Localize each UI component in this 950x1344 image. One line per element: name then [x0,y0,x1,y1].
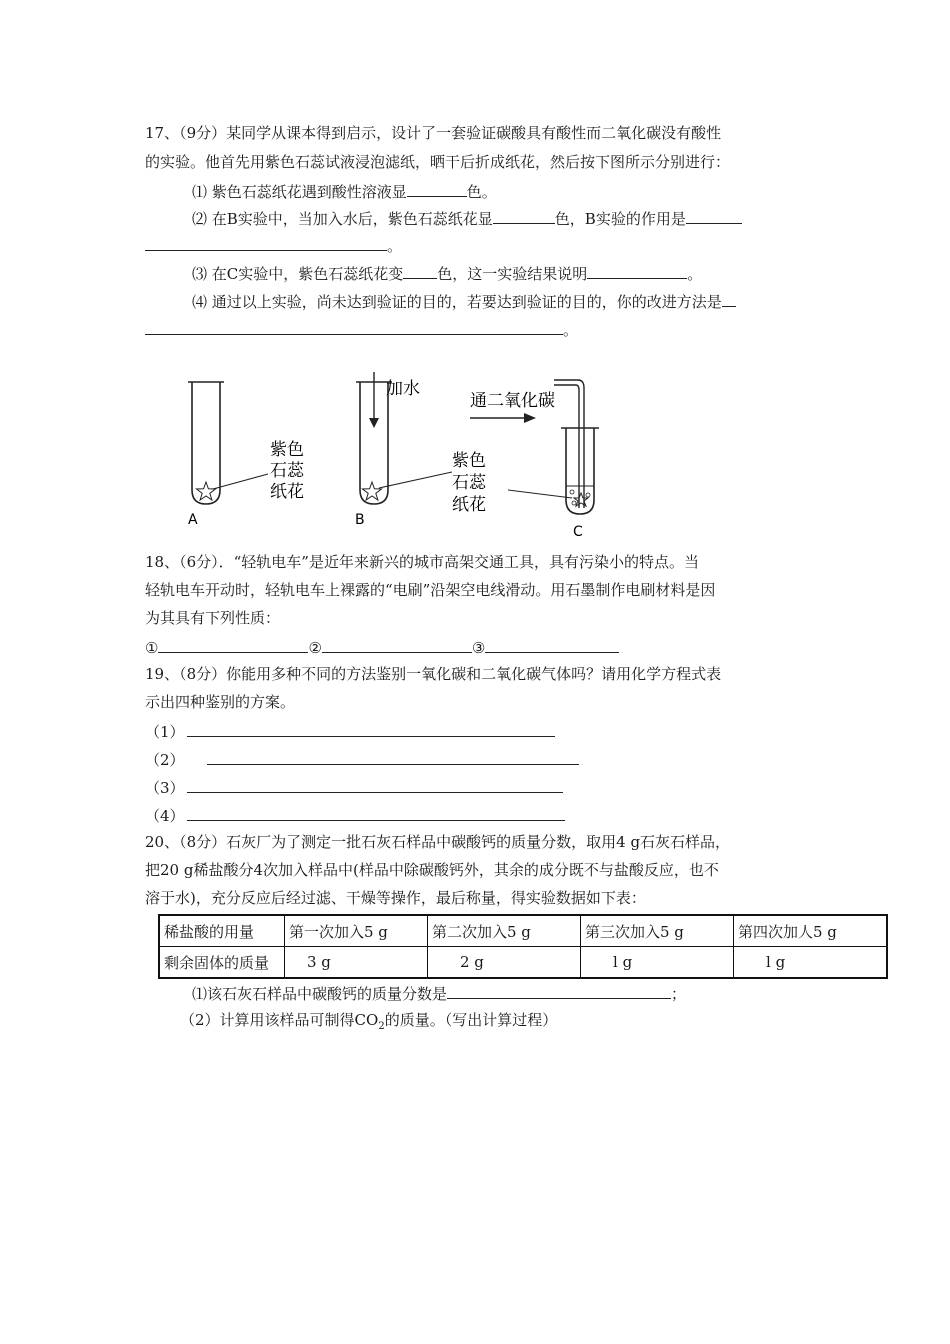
q20-sub1-blank[interactable] [447,982,671,999]
q20-sub2-subscript: 2 [378,1021,385,1032]
q18-line1: 18、（6分）．“轻轨电车”是近年来新兴的城市高架交通工具，具有污染小的特点。当 [145,553,699,571]
table-cell: l g [734,947,888,979]
q17-intro-line1: 17、（9分）某同学从课本得到启示，设计了一套验证碳酸具有酸性而二氧化碳没有酸性 [145,124,722,142]
experiment-figure [180,362,610,542]
q20-sub2 [180,1010,557,1037]
table-cell: 2 g [428,947,581,979]
tube-b-flower-label-1: 紫色 [452,451,486,471]
q17-part4-cont [145,318,578,340]
q17-part3 [192,262,702,284]
q20-sub1-text: ⑴该石灰石样品中碳酸钙的质量分数是 [192,985,448,1003]
q19-item-3 [145,776,563,798]
q20-line1: 20、（8分）石灰厂为了测定一批石灰石样品中碳酸钙的质量分数，取用4 g石灰石样品， [145,833,731,851]
q19-item-4 [145,804,565,826]
q19-item-2-label: （2） [145,751,185,769]
tube-a-flower-label-3: 纸花 [270,482,304,502]
q17-part2-mid: 色，B实验的作用是 [554,210,686,228]
pass-co2-label: 通二氧化碳 [470,391,555,411]
q17-part4-blank1[interactable] [722,290,736,307]
q17-part2-blank1[interactable] [493,207,555,224]
q17-part4-end: 。 [563,321,579,339]
table-cell: l g [581,947,734,979]
q20-sub1-end: ； [671,985,687,1003]
q18-line2: 轻轨电车开动时，轻轨电车上裸露的“电刷”沿架空电线滑动。用石墨制作电刷材料是因 [145,581,716,599]
tube-b-label: B [355,512,365,528]
q17-part1-text: ⑴ 紫色石蕊纸花遇到酸性溶液显 [192,183,407,201]
q17-part2-end: 。 [387,237,403,255]
q17-part1-blank[interactable] [407,180,467,197]
add-water-label: 加水 [386,379,420,399]
tube-a-flower-label-1: 紫色 [270,440,304,460]
q17-part2 [192,207,742,229]
table-cell: 第一次加入5 g [285,915,428,947]
q17-part2-text: ⑵ 在B实验中，当加入水后，紫色石蕊纸花显 [192,210,493,228]
table-cell: 稀盐酸的用量 [159,915,285,947]
q19-blank-1[interactable] [187,720,555,737]
tube-a-flower-label-2: 石蕊 [270,461,304,481]
q17-part3-blank2[interactable] [587,262,687,279]
q18-blank-1[interactable] [158,636,308,653]
q17-part1-suffix: 色。 [466,183,497,201]
q18-blank-3[interactable] [485,636,619,653]
q20-sub2-end: 的质量。（写出计算过程） [384,1011,558,1029]
q20-sub1 [192,982,686,1004]
table-row [159,947,887,979]
table-cell: 第四次加人5 g [734,915,888,947]
tube-b-flower-label-3: 纸花 [452,495,486,515]
paper-flower-b-icon [363,482,382,500]
table-cell: 第二次加入5 g [428,915,581,947]
q17-part4 [192,290,736,312]
table-row [159,915,887,947]
paper-flower-a-icon [197,482,216,500]
q17-part4-blank2[interactable] [145,318,563,335]
q19-item-1 [145,720,555,742]
q19-blank-3[interactable] [187,776,563,793]
q17-part2-cont [145,234,402,256]
q18-line3: 为其具有下列性质： [145,609,281,627]
q18-answers [145,636,619,658]
q17-part3-blank1[interactable] [403,262,437,279]
table-cell: 第三次加入5 g [581,915,734,947]
q19-blank-2[interactable] [207,748,579,765]
q20-data-table [158,914,888,979]
water-arrow-icon [369,418,379,428]
q17-part3-mid: 色，这一实验结果说明 [437,265,588,283]
q17-part3-end: 。 [687,265,703,283]
tube-b-flower-label-2: 石蕊 [452,473,486,493]
q17-part1 [192,180,497,202]
q17-part2-blank3[interactable] [145,234,387,251]
q19-line2: 示出四种鉴别的方案。 [145,693,296,711]
co2-arrow-icon [524,413,536,423]
q20-line2: 把20 g稀盐酸分4次加入样品中(样品中除碳酸钙外，其余的成分既不与盐酸反应，也不 [145,861,719,879]
test-tube-a [188,382,268,504]
q19-item-2 [145,748,579,770]
q20-line3: 溶于水)，充分反应后经过滤、干燥等操作，最后称量，得实验数据如下表： [145,889,646,907]
q19-blank-4[interactable] [187,804,565,821]
tube-a-label: A [188,512,198,528]
q19-item-1-label: （1） [145,723,185,741]
table-cell: 剩余固体的质量 [159,947,285,979]
q18-mark-3: ③ [471,639,486,657]
q17-part2-blank2[interactable] [686,207,742,224]
q19-item-4-label: （4） [145,807,185,825]
q18-mark-1: ① [145,639,159,657]
q20-sub2-text: （2）计算用该样品可制得CO [180,1011,379,1029]
q18-mark-2: ② [308,639,322,657]
q17-part3-text: ⑶ 在C实验中，紫色石蕊纸花变 [192,265,404,283]
q18-blank-2[interactable] [322,636,472,653]
table-cell: 3 g [285,947,428,979]
q19-item-3-label: （3） [145,779,185,797]
q19-line1: 19、（8分）你能用多种不同的方法鉴别一氧化碳和二氧化碳气体吗？请用化学方程式表 [145,665,722,683]
q17-part4-text: ⑷ 通过以上实验，尚未达到验证的目的，若要达到验证的目的，你的改进方法是 [192,293,722,311]
tube-c-label: C [573,524,583,540]
q17-intro-line2: 的实验。他首先用紫色石蕊试液浸泡滤纸，晒干后折成纸花，然后按下图所示分别进行： [145,153,731,171]
